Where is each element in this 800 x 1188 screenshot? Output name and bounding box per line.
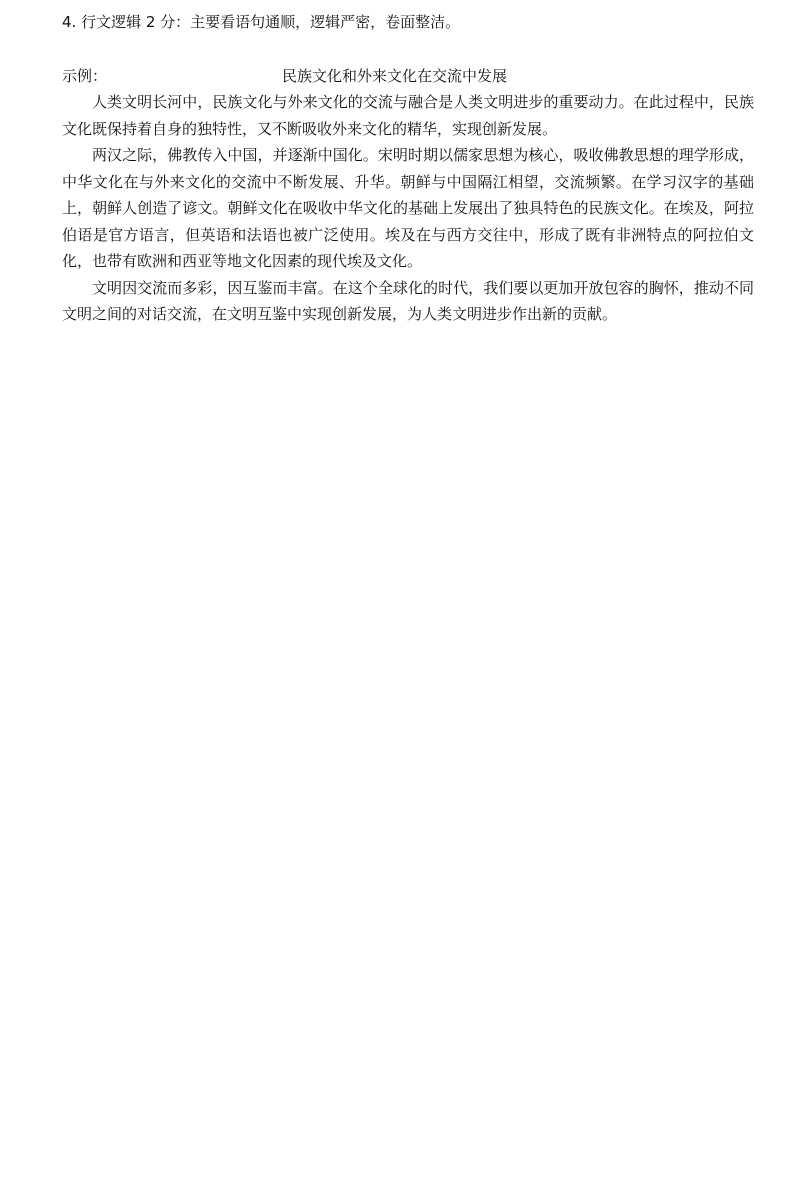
essay-title: 民族文化和外来文化在交流中发展 — [282, 67, 508, 85]
essay-paragraph-3: 文明因交流而多彩，因互鉴而丰富。在这个全球化的时代，我们要以更加开放包容的胸怀，推动不同文明之间的对话交流，在文明互鉴中实现创新发展，为人类文明进步作出新的贡献。 — [62, 278, 754, 323]
essay-paragraph-1: 人类文明长河中，民族文化与外来文化的交流与融合是人类文明进步的重要动力。在此过程中，民族文化既保持着自身的独特性，又不断吸收外来文化的精华，实现创新发展。 — [62, 93, 754, 138]
essay-paragraph-2: 两汉之际，佛教传入中国，并逐渐中国化。宋明时期以儒家思想为核心，吸收佛教思想的理学形成，中华文化在与外来文化的交流中不断发展、升华。朝鲜与中国隔江相望，交流频繁。在学习汉字的基础上，朝鲜人创造了谚文。朝鲜文化在吸收中华文化的基础上发展出了独具特色的民族文化。在埃及，阿拉伯语是官方语言，但英语和法语也被广泛使用。埃及在与西方交往中，形成了既有非洲特点的阿拉伯文化，也带有欧洲和西亚等地文化因素的现代埃及文化。 — [62, 146, 754, 270]
scoring-criterion: 4. 行文逻辑 2 分：主要看语句通顺，逻辑严密，卷面整洁。 — [62, 13, 461, 31]
example-label: 示例： — [62, 67, 108, 85]
example-header — [62, 63, 752, 89]
essay-body — [62, 89, 754, 328]
